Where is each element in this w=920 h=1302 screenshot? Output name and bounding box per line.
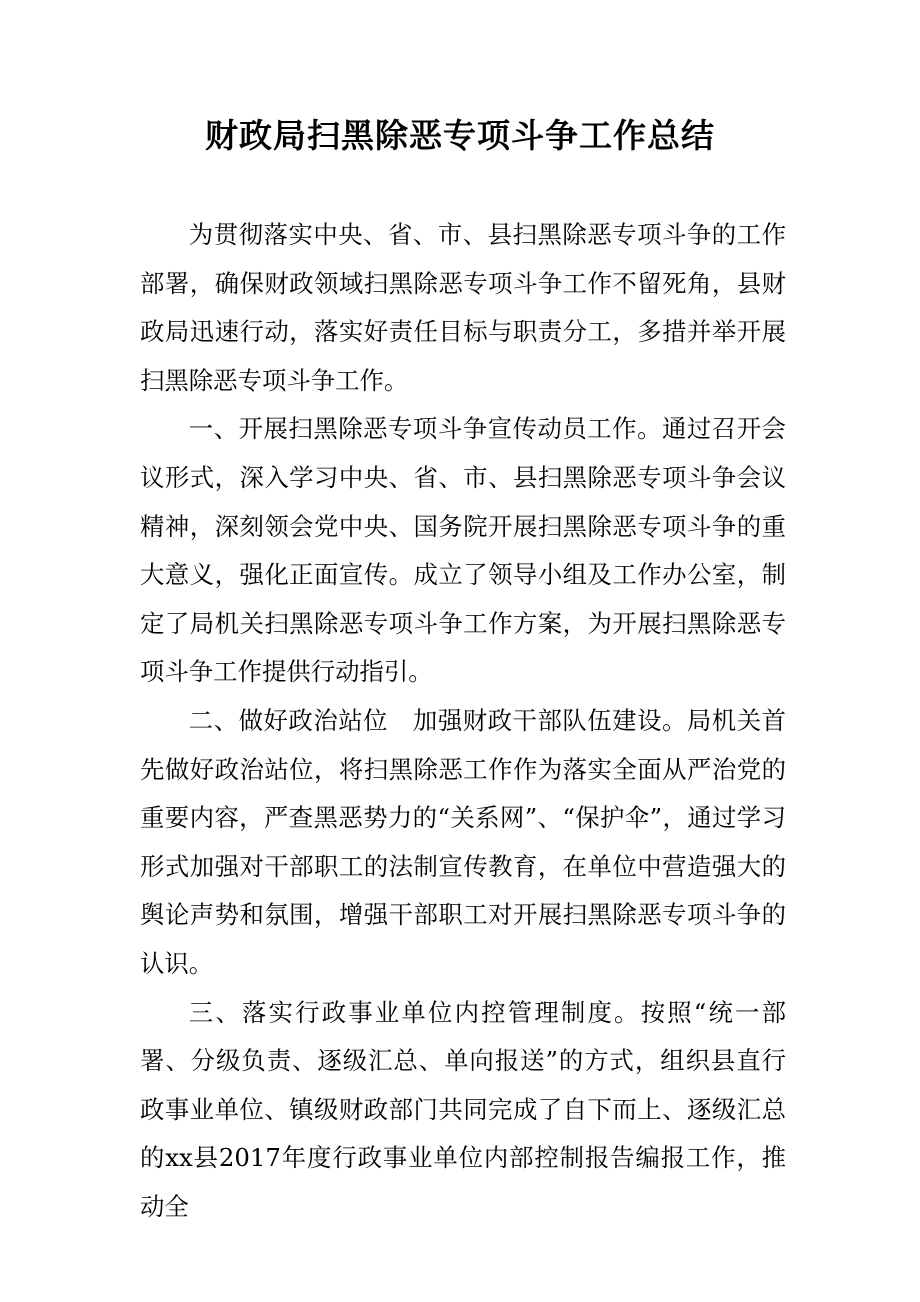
- paragraph-section-3: 三、落实行政事业单位内控管理制度。按照“统一部署、分级负责、逐级汇总、单向报送”的方式，组织县直行政事业单位、镇级财政部门共同完成了自下而上、逐级汇总的xx县2017年度行政事业单位内部控制报告编报工作，推动全: [140, 997, 786, 1221]
- paragraph-section-2: 二、做好政治站位 加强财政干部队伍建设。局机关首先做好政治站位，将扫黑除恶工作作为落实全面从严治党的重要内容，严查黑恶势力的“关系网”、“保护伞”，通过学习形式加强对干部职工的法制宣传教育，在单位中营造强大的舆论声势和氛围，增强干部职工对开展扫黑除恶专项斗争的认识。: [140, 705, 786, 978]
- document-body: [140, 211, 786, 1231]
- paragraph-section-1: 一、开展扫黑除恶专项斗争宣传动员工作。通过召开会议形式，深入学习中央、省、市、县扫黑除恶专项斗争会议精神，深刻领会党中央、国务院开展扫黑除恶专项斗争的重大意义，强化正面宣传。成立了领导小组及工作办公室，制定了局机关扫黑除恶专项斗争工作方案，为开展扫黑除恶专项斗争工作提供行动指引。: [140, 414, 786, 687]
- paragraph-intro: 为贯彻落实中央、省、市、县扫黑除恶专项斗争的工作部署，确保财政领域扫黑除恶专项斗争工作不留死角，县财政局迅速行动，落实好责任目标与职责分工，多措并举开展扫黑除恶专项斗争工作。: [140, 220, 786, 395]
- document-title: 财政局扫黑除恶专项斗争工作总结: [205, 116, 715, 155]
